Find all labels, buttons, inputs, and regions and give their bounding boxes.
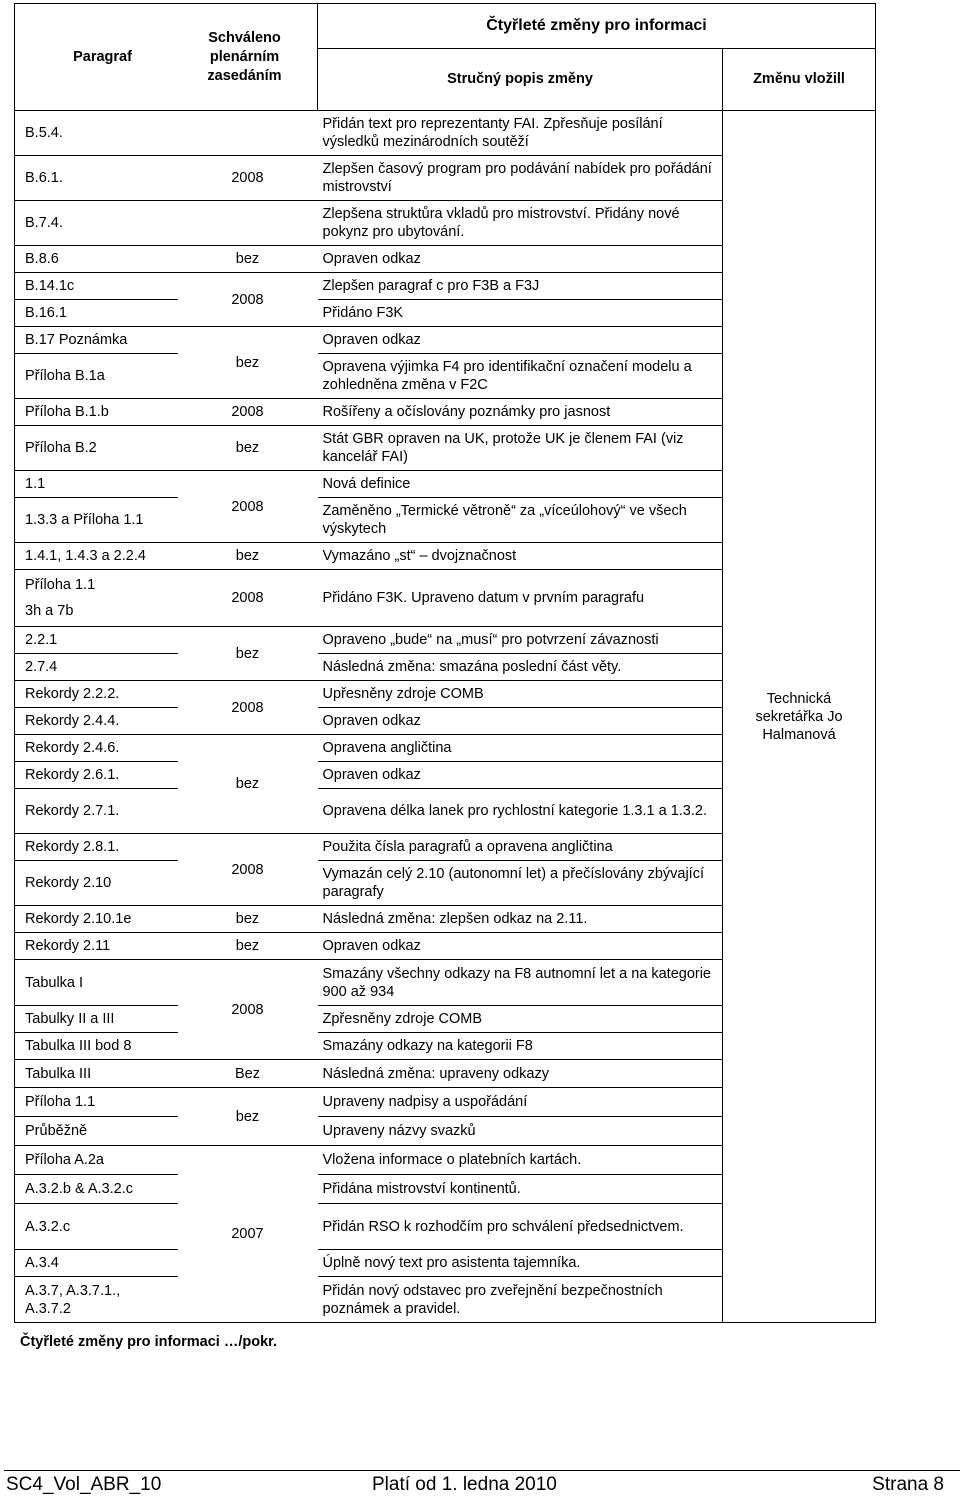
- table-row-paragraf-line: Příloha 1.1: [25, 577, 96, 593]
- table-row-year: 2008: [178, 156, 318, 201]
- table-row-desc: Stát GBR opraven na UK, protože UK je členem FAI (viz kancelář FAI): [318, 426, 723, 471]
- table-row-desc: Zlepšena struktůra vkladů pro mistrovství. Přidány nové pokynz pro ubytování.: [318, 201, 723, 246]
- table-row-desc: Zaměněno „Termické větroně“ za „víceúlohový“ ve všech výskytech: [318, 498, 723, 543]
- table-row-paragraf: 1.4.1, 1.4.3 a 2.2.4: [15, 543, 178, 570]
- table-row-desc: Smazány všechny odkazy na F8 autnomní let a na kategorie 900 až 934: [318, 960, 723, 1006]
- table-row-desc: Následná změna: zlepšen odkaz na 2.11.: [318, 906, 723, 933]
- table-row-year: bez: [178, 246, 318, 273]
- table-row-desc: Opraveno „bude“ na „musí“ pro potvrzení závaznosti: [318, 627, 723, 654]
- table-row-year: bez: [178, 627, 318, 681]
- table-row-desc: Vymazán celý 2.10 (autonomní let) a přečíslovány zbývající paragrafy: [318, 861, 723, 906]
- table-row-paragraf: Tabulky II a III: [15, 1006, 178, 1033]
- table-row-paragraf: Rekordy 2.4.4.: [15, 708, 178, 735]
- table-row-desc: Vymazáno „st“ – dvojznačnost: [318, 543, 723, 570]
- table-row-year: 2008: [178, 834, 318, 906]
- paragraf-header: [15, 4, 318, 111]
- table-row-desc: Nová definice: [318, 471, 723, 498]
- table-row-year: bez: [178, 906, 318, 933]
- table-row-paragraf: 2.2.1: [15, 627, 178, 654]
- table-row-paragraf: Rekordy 2.11: [15, 933, 178, 960]
- table-row-desc: Upraveny názvy svazků: [318, 1117, 723, 1146]
- table-row-desc: Opraven odkaz: [318, 327, 723, 354]
- table-row-paragraf: 1.1: [15, 471, 178, 498]
- table-row-desc: Přidáno F3K: [318, 300, 723, 327]
- table-row-desc: Zpřesněny zdroje COMB: [318, 1006, 723, 1033]
- table-row-paragraf: Rekordy 2.8.1.: [15, 834, 178, 861]
- table-row-desc: Vložena informace o platebních kartách.: [318, 1146, 723, 1175]
- continuation-note: Čtyřleté změny pro informaci …/pokr.: [20, 1334, 278, 1350]
- table-row-desc: Použita čísla paragrafů a opravena angličtina: [318, 834, 723, 861]
- table-row-desc: Opravena délka lanek pro rychlostní kategorie 1.3.1 a 1.3.2.: [318, 789, 723, 834]
- table-row-year: bez: [178, 426, 318, 471]
- table-row-paragraf: Průběžně: [15, 1117, 178, 1146]
- footer-page-number: Strana 8: [872, 1474, 944, 1495]
- table-row-desc: Zlepšen paragraf c pro F3B a F3J: [318, 273, 723, 300]
- table-row-desc: Opraven odkaz: [318, 708, 723, 735]
- table-title: Čtyřleté změny pro informaci: [318, 4, 876, 49]
- table-row-desc: Přidán RSO k rozhodčím pro schválení předsednictvem.: [318, 1204, 723, 1250]
- paragraf-header-label: Paragraf: [73, 49, 132, 65]
- table-row-year: 2008: [178, 570, 318, 627]
- table-row-paragraf: Tabulka I: [15, 960, 178, 1006]
- table-row-paragraf: A.3.2.b & A.3.2.c: [15, 1175, 178, 1204]
- table-row-paragraf: Rekordy 2.4.6.: [15, 735, 178, 762]
- table-row-paragraf: Rekordy 2.10.1e: [15, 906, 178, 933]
- table-row-year: bez: [178, 327, 318, 399]
- table-row-year: 2008: [178, 681, 318, 735]
- table-row-paragraf: Rekordy 2.7.1.: [15, 789, 178, 834]
- table-row-paragraf: A.3.2.c: [15, 1204, 178, 1250]
- table-row-year: bez: [178, 735, 318, 834]
- table-row-year: 2008: [178, 273, 318, 327]
- table-row-year: 2008: [178, 399, 318, 426]
- table-row-paragraf: Příloha B.1a: [15, 354, 178, 399]
- table-row-desc: Následná změna: smazána poslední část věty.: [318, 654, 723, 681]
- table-row-desc: Opravena výjimka F4 pro identifikační označení modelu a zohledněna změna v F2C: [318, 354, 723, 399]
- table-row-desc: Opraven odkaz: [318, 246, 723, 273]
- table-row-paragraf: Rekordy 2.6.1.: [15, 762, 178, 789]
- table-row-paragraf: B.8.6: [15, 246, 178, 273]
- table-row-paragraf: 2.7.4: [15, 654, 178, 681]
- table-row-paragraf: A.3.4: [15, 1250, 178, 1277]
- table-row-year: bez: [178, 1088, 318, 1146]
- table-row-paragraf: B.7.4.: [15, 201, 178, 246]
- footer-document-code: SC4_Vol_ABR_10: [6, 1474, 162, 1495]
- changes-table: [14, 3, 876, 1323]
- schvaleno-header-label: Schváleno plenárním zasedáním: [207, 29, 282, 84]
- table-row-desc: Opravena angličtina: [318, 735, 723, 762]
- table-row-desc: Upraveny nadpisy a uspořádání: [318, 1088, 723, 1117]
- table-row-paragraf: Příloha B.1.b: [15, 399, 178, 426]
- footer-divider: [4, 1470, 960, 1471]
- table-row-desc: Přidán nový odstavec pro zveřejnění bezpečnostních poznámek a pravidel.: [318, 1277, 723, 1323]
- table-row-desc: Přidán text pro reprezentanty FAI. Zpřesňuje posílání výsledků mezinárodních soutěží: [318, 111, 723, 156]
- table-row-paragraf: Příloha A.2a: [15, 1146, 178, 1175]
- table-row-paragraf: Rekordy 2.10: [15, 861, 178, 906]
- table-row-paragraf: Příloha B.2: [15, 426, 178, 471]
- table-row-paragraf: 1.3.3 a Příloha 1.1: [15, 498, 178, 543]
- table-row-desc: Opraven odkaz: [318, 933, 723, 960]
- table-row-year: [178, 111, 318, 156]
- table-row-paragraf: B.16.1: [15, 300, 178, 327]
- table-row-paragraf: [15, 1277, 178, 1323]
- table-row-desc: Zlepšen časový program pro podávání nabídek pro pořádání mistrovství: [318, 156, 723, 201]
- table-row-paragraf: B.5.4.: [15, 111, 178, 156]
- table-row-year: [178, 201, 318, 246]
- table-row-desc: Přidána mistrovství kontinentů.: [318, 1175, 723, 1204]
- table-row-paragraf: Příloha 1.1: [15, 1088, 178, 1117]
- table-row-paragraf: B.14.1c: [15, 273, 178, 300]
- table-row-year: 2007: [178, 1146, 318, 1323]
- table-row-year: bez: [178, 933, 318, 960]
- popis-header: Stručný popis změny: [318, 49, 723, 111]
- vlozil-header: Změnu vložill: [723, 49, 876, 111]
- table-row-paragraf: Rekordy 2.2.2.: [15, 681, 178, 708]
- table-row-paragraf: B.17 Poznámka: [15, 327, 178, 354]
- footer-validity: Platí od 1. ledna 2010: [372, 1474, 557, 1495]
- table-row-desc: Opraven odkaz: [318, 762, 723, 789]
- table-row-year: 2008: [178, 471, 318, 543]
- table-row-paragraf: Tabulka III: [15, 1060, 178, 1088]
- table-row-paragraf-line: 3h a 7b: [25, 603, 74, 619]
- table-row-desc: Následná změna: upraveny odkazy: [318, 1060, 723, 1088]
- table-row-paragraf: Tabulka III bod 8: [15, 1033, 178, 1060]
- table-row-year: Bez: [178, 1060, 318, 1088]
- table-row-paragraf: B.6.1.: [15, 156, 178, 201]
- table-row-desc: Přidáno F3K. Upraveno datum v prvním paragrafu: [318, 570, 723, 627]
- table-row-desc: Smazány odkazy na kategorii F8: [318, 1033, 723, 1060]
- changed-by-label: Technická sekretářka Jo Halmanová: [755, 690, 843, 743]
- table-row-year: bez: [178, 543, 318, 570]
- table-row-paragraf-text: A.3.7, A.3.7.1., A.3.7.2: [25, 1282, 121, 1317]
- table-row-year: 2008: [178, 960, 318, 1060]
- table-row-paragraf: [15, 570, 178, 627]
- table-row-desc: Úplně nový text pro asistenta tajemníka.: [318, 1250, 723, 1277]
- table-row-desc: Rošířeny a očíslovány poznámky pro jasnost: [318, 399, 723, 426]
- table-row-desc: Upřesněny zdroje COMB: [318, 681, 723, 708]
- changed-by: [723, 111, 876, 1323]
